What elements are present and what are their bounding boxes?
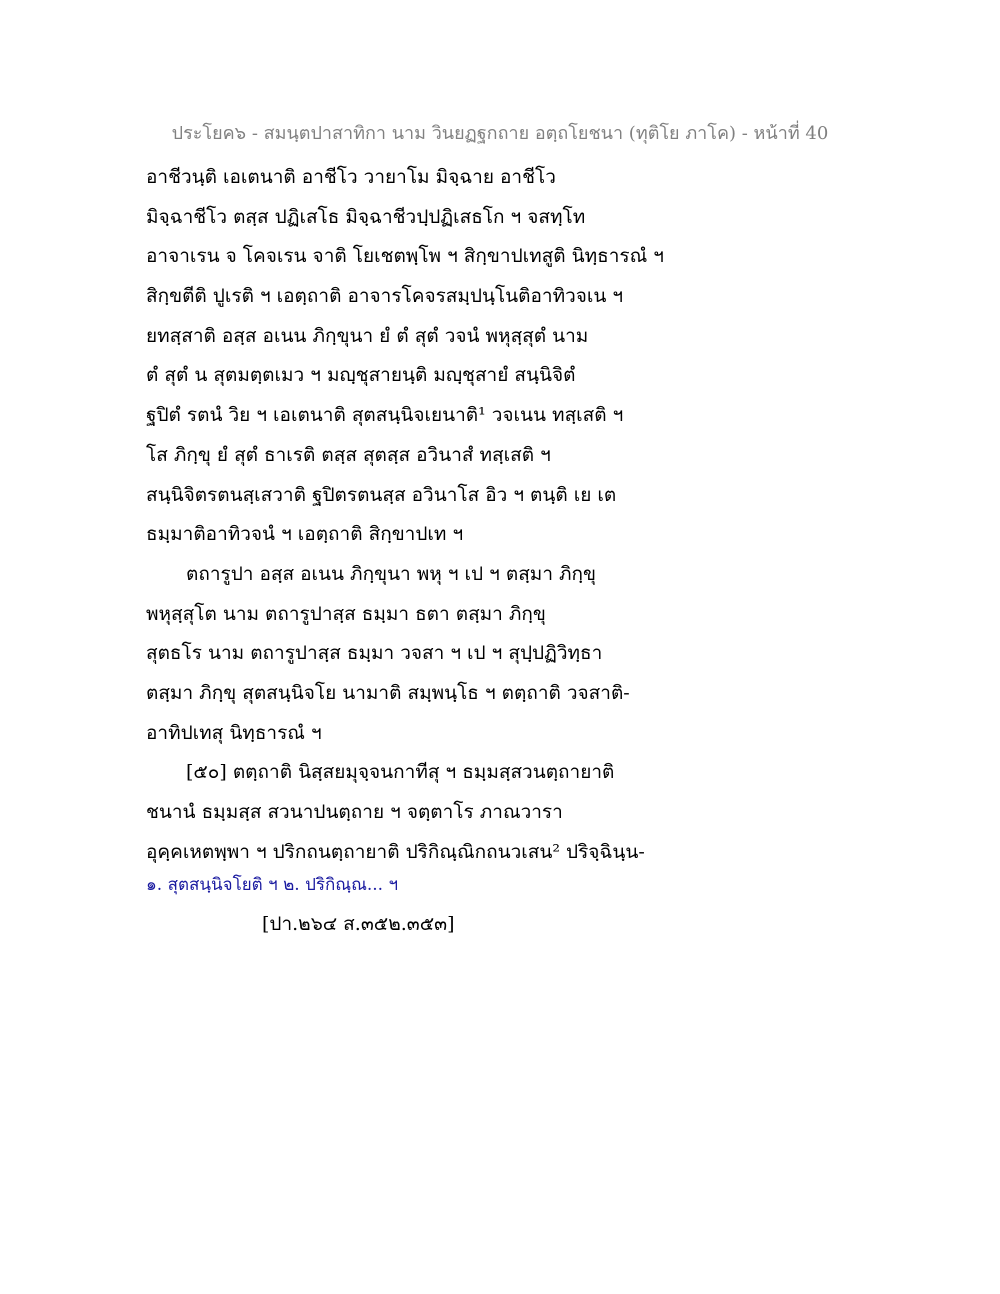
text-line: ตถารูปา อสฺส อเนน ภิกฺขุนา พหุ ฯ เป ฯ ตสฺมา ภิกฺขุ <box>186 562 597 585</box>
text-line: อาชีวนฺติ เอเตนาติ อาชีโว วายาโม มิจฺฉาย อาชีโว <box>146 166 556 188</box>
text-line: อุคฺคเหตพฺพา ฯ ปริกถนตฺถายาติ ปริกิณฺณิกถนวเสน² ปริจฺฉินฺน- <box>146 840 645 863</box>
text-line: ตสฺมา ภิกฺขุ สุตสนฺนิจโย นามาติ สมฺพนฺโธ ฯ ตตฺถาติ วจสาติ- <box>146 681 630 704</box>
text-line: ชนานํ ธมฺมสฺส สวนาปนตฺถาย ฯ จตฺตาโร ภาณวารา <box>146 801 563 823</box>
text-line: สิกฺขตีติ ปูเรติ ฯ เอตฺถาติ อาจารโคจรสมฺปนฺโนติอาทิวจเน ฯ <box>146 285 624 308</box>
page-reference: [ปา.๒๖๔ ส.๓๕๒.๓๕๓] <box>262 913 455 935</box>
text-line: อาจาเรน จ โคจเรน จาติ โยเชตพฺโพ ฯ สิกฺขาปเทสูติ นิทฺธารณํ ฯ <box>146 245 664 268</box>
running-header: ประโยค๖ - สมนฺตปาสาทิกา นาม วินยฏฐกถาย อตฺถโยชนา (ทุติโย ภาโค) - หน้าที่ 40 <box>171 123 829 144</box>
text-line: ยทสฺสาติ อสฺส อเนน ภิกฺขุนา ยํ ตํ สุตํ วจนํ พหุสฺสุตํ นาม <box>146 324 589 347</box>
text-line: พหุสฺสุโต นาม ตถารูปาสฺส ธมฺมา ธตา ตสฺมา ภิกฺขุ <box>146 602 546 625</box>
text-line: สุตธโร นาม ตถารูปาสฺส ธมฺมา วจสา ฯ เป ฯ สุปฺปฏิวิทฺธา <box>146 642 603 665</box>
text-line: ตํ สุตํ น สุตมตฺตเมว ฯ มญฺชุสายนฺติ มญฺชุสายํ สนฺนิจิตํ <box>146 364 576 387</box>
text-line: อาทิปเทสุ นิทฺธารณํ ฯ <box>146 721 322 744</box>
text-line: ธมฺมาติอาทิวจนํ ฯ เอตฺถาติ สิกฺขาปเท ฯ <box>146 523 464 546</box>
text-line: มิจฺฉาชีโว ตสฺส ปฏิเสโธ มิจฺฉาชีวปฺปฏิเสธโก ฯ จสทฺโท <box>146 205 586 228</box>
text-line: ฐปิตํ รตนํ วิย ฯ เอเตนาติ สุตสนฺนิจเยนาติ¹ วจเนน ทสฺเสติ ฯ <box>146 404 624 427</box>
body-text <box>146 158 906 872</box>
text-line: [๕๐] ตตฺถาติ นิสฺสยมุจฺจนกาทีสุ ฯ ธมฺมสฺสวนตฺถายาติ <box>186 761 615 784</box>
footnote: ๑. สุตสนฺนิจโยติ ฯ ๒. ปริกิณฺณ... ฯ <box>146 875 399 895</box>
text-line: โส ภิกฺขุ ยํ สุตํ ธาเรติ ตสฺส สุตสฺส อวินาสํ ทสฺเสติ ฯ <box>146 443 551 466</box>
text-line: สนฺนิจิตรตนสฺเสวาติ ฐปิตรตนสฺส อวินาโส อิว ฯ ตนฺติ เย เต <box>146 483 617 506</box>
